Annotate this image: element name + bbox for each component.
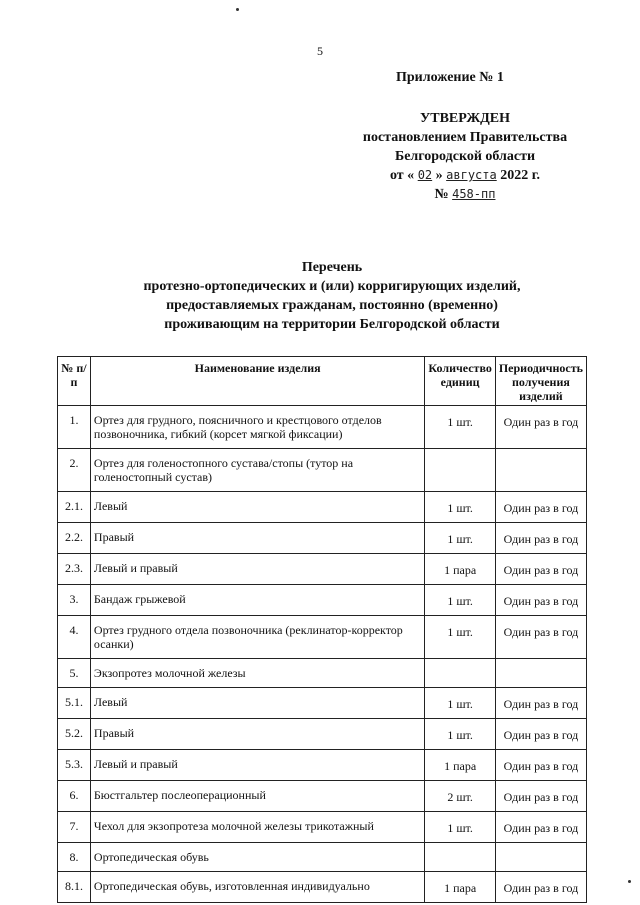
table-row [58, 523, 587, 554]
row-period: Один раз в год [495, 719, 586, 750]
approval-date [340, 166, 590, 185]
table-row [58, 554, 587, 585]
row-name: Правый [90, 523, 424, 554]
items-table [57, 356, 587, 903]
table-row [58, 585, 587, 616]
approval-block [340, 109, 590, 204]
approved-line-2: Белгородской области [394, 149, 536, 164]
row-qty: 1 шт. [425, 616, 495, 659]
row-num: 5. [58, 659, 91, 688]
row-period: Один раз в год [495, 616, 586, 659]
title-line-1: Перечень [301, 260, 363, 275]
row-name: Чехол для экзопротеза молочной железы трикотажный [90, 812, 424, 843]
row-num: 5.3. [58, 750, 91, 781]
row-num: 8. [58, 843, 91, 872]
row-qty: 1 шт. [425, 688, 495, 719]
date-prefix: от « [389, 168, 415, 183]
row-qty [425, 449, 495, 492]
row-qty: 1 шт. [425, 406, 495, 449]
row-period: Один раз в год [495, 750, 586, 781]
row-num: 2.1. [58, 492, 91, 523]
row-name: Левый и правый [90, 554, 424, 585]
document-title [0, 258, 640, 334]
date-month: августа [446, 168, 497, 182]
table-row [58, 688, 587, 719]
scan-speck [628, 880, 631, 883]
row-num: 5.2. [58, 719, 91, 750]
row-qty: 1 шт. [425, 812, 495, 843]
scan-speck [236, 8, 239, 11]
row-name: Экзопротез молочной железы [90, 659, 424, 688]
row-num: 6. [58, 781, 91, 812]
row-period: Один раз в год [495, 554, 586, 585]
approved-line-1: постановлением Правительства [362, 130, 568, 145]
row-qty: 1 пара [425, 554, 495, 585]
row-name: Бюстгальтер послеоперационный [90, 781, 424, 812]
header-qty: Количество единиц [425, 357, 495, 406]
row-qty: 1 шт. [425, 585, 495, 616]
row-period: Один раз в год [495, 523, 586, 554]
table-row [58, 719, 587, 750]
row-qty: 1 пара [425, 750, 495, 781]
number-prefix: № [434, 187, 449, 202]
title-line-2: протезно-ортопедических и (или) корригирующих изделий, [143, 279, 521, 294]
header-period: Периодичность получения изделий [495, 357, 586, 406]
row-name: Ортез грудного отдела позвоночника (реклинатор-корректор осанки) [90, 616, 424, 659]
row-name: Ортопедическая обувь, изготовленная индивидуально [90, 872, 424, 903]
row-num: 1. [58, 406, 91, 449]
row-num: 8.1. [58, 872, 91, 903]
row-period: Один раз в год [495, 585, 586, 616]
row-qty [425, 843, 495, 872]
table-row [58, 872, 587, 903]
row-period: Один раз в год [495, 688, 586, 719]
row-name: Левый [90, 688, 424, 719]
row-qty [425, 659, 495, 688]
row-name: Правый [90, 719, 424, 750]
row-qty: 2 шт. [425, 781, 495, 812]
appendix-label: Приложение № 1 [396, 70, 504, 85]
table-row [58, 616, 587, 659]
table-row [58, 492, 587, 523]
row-period [495, 843, 586, 872]
table-row [58, 750, 587, 781]
row-name: Бандаж грыжевой [90, 585, 424, 616]
table-row [58, 843, 587, 872]
row-name: Левый и правый [90, 750, 424, 781]
table-body [58, 406, 587, 903]
table-row [58, 659, 587, 688]
row-period: Один раз в год [495, 406, 586, 449]
table-row [58, 449, 587, 492]
table-row [58, 781, 587, 812]
approved-heading: УТВЕРЖДЕН [419, 111, 511, 126]
date-year: 2022 г. [500, 168, 540, 183]
table-row [58, 406, 587, 449]
row-name: Ортез для грудного, поясничного и крестцового отделов позвоночника, гибкий (корсет мягкой фиксации) [90, 406, 424, 449]
table-row [58, 812, 587, 843]
header-num: № п/п [58, 357, 91, 406]
row-qty: 1 шт. [425, 719, 495, 750]
row-num: 5.1. [58, 688, 91, 719]
date-day: 02 [417, 168, 433, 182]
date-mid: » [435, 168, 443, 183]
row-period [495, 449, 586, 492]
row-qty: 1 пара [425, 872, 495, 903]
title-line-3: предоставляемых гражданам, постоянно (временно) [166, 298, 498, 313]
approval-number [340, 185, 590, 204]
row-qty: 1 шт. [425, 492, 495, 523]
row-name: Ортез для голеностопного сустава/стопы (тутор на голеностопный сустав) [90, 449, 424, 492]
number-value: 458-пп [452, 187, 496, 201]
title-line-4: проживающим на территории Белгородской области [164, 317, 500, 332]
row-period: Один раз в год [495, 872, 586, 903]
row-qty: 1 шт. [425, 523, 495, 554]
row-period: Один раз в год [495, 492, 586, 523]
row-num: 2.3. [58, 554, 91, 585]
row-num: 2. [58, 449, 91, 492]
row-num: 4. [58, 616, 91, 659]
row-num: 3. [58, 585, 91, 616]
page-number: 5 [317, 44, 323, 58]
row-period: Один раз в год [495, 812, 586, 843]
row-num: 2.2. [58, 523, 91, 554]
row-period [495, 659, 586, 688]
row-num: 7. [58, 812, 91, 843]
row-name: Ортопедическая обувь [90, 843, 424, 872]
table-header-row [58, 357, 587, 406]
row-period: Один раз в год [495, 781, 586, 812]
row-name: Левый [90, 492, 424, 523]
header-name: Наименование изделия [90, 357, 424, 406]
